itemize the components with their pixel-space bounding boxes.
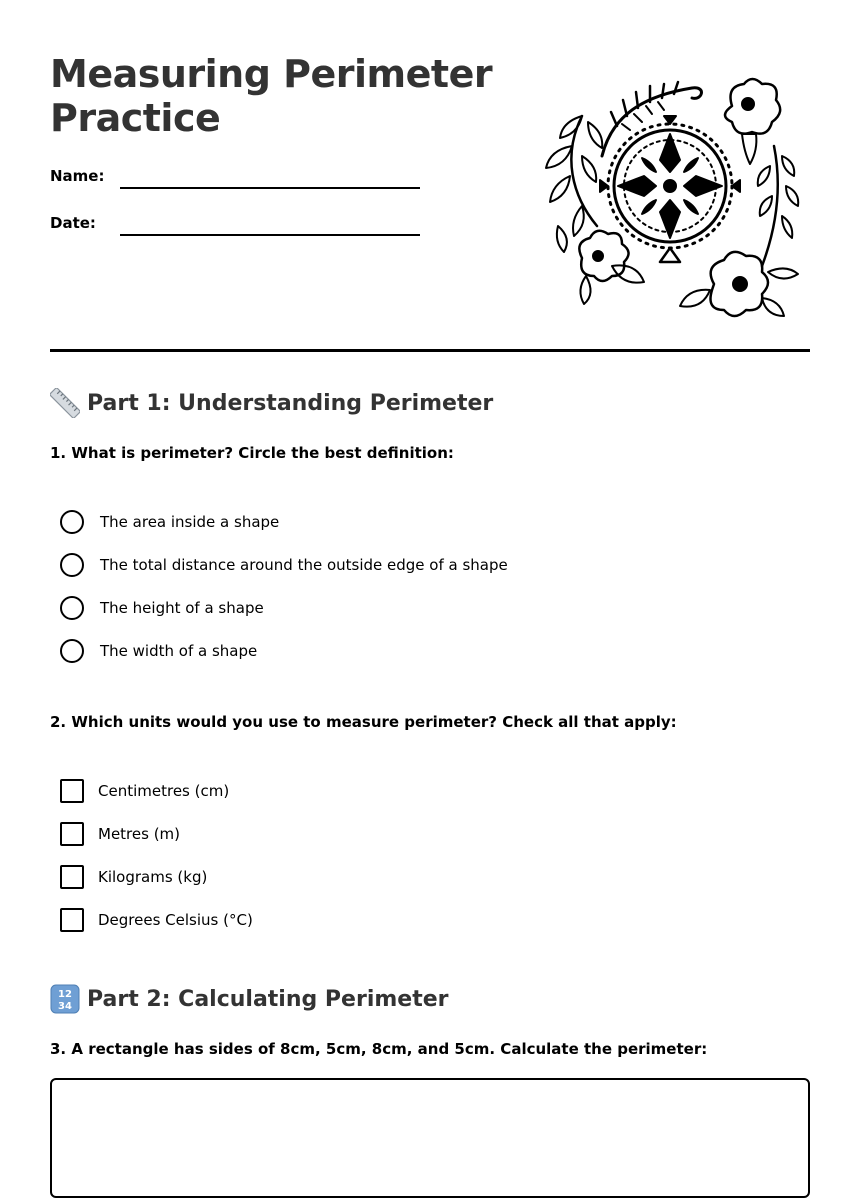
q1-option-4[interactable]: [60, 638, 257, 664]
page-title: [50, 52, 520, 140]
q1-option-2[interactable]: [60, 552, 508, 578]
q1-option-3[interactable]: [60, 595, 264, 621]
floral-mandala-illustration: [542, 76, 802, 326]
checkbox[interactable]: [60, 908, 84, 932]
checkbox[interactable]: [60, 779, 84, 803]
radio-circle[interactable]: [60, 553, 84, 577]
date-field[interactable]: [50, 206, 420, 236]
header-divider: [50, 349, 810, 352]
option-label: Centimetres (cm): [98, 782, 230, 800]
option-label: Metres (m): [98, 825, 181, 843]
q2-option-1[interactable]: [60, 778, 229, 804]
answer-box-q3[interactable]: [50, 1078, 810, 1198]
part2-heading: [50, 983, 449, 1015]
radio-circle[interactable]: [60, 510, 84, 534]
numbers-1234-icon: [50, 984, 80, 1014]
part1-heading-text: Part 1: Understanding Perimeter: [87, 390, 494, 416]
question-2: 2. Which units would you use to measure perimeter? Check all that apply:: [50, 713, 677, 731]
q2-option-2[interactable]: [60, 821, 180, 847]
ruler-icon: [50, 388, 80, 418]
checkbox[interactable]: [60, 822, 84, 846]
part1-heading: [50, 387, 493, 419]
option-label: The height of a shape: [100, 599, 264, 617]
question-3: 3. A rectangle has sides of 8cm, 5cm, 8cm, and 5cm. Calculate the perimeter:: [50, 1040, 708, 1058]
svg-text:12: 12: [58, 989, 72, 1000]
name-field[interactable]: [50, 159, 420, 189]
option-label: The total distance around the outside edge of a shape: [100, 556, 508, 574]
q2-option-3[interactable]: [60, 864, 207, 890]
q2-option-4[interactable]: [60, 907, 253, 933]
name-line[interactable]: [120, 187, 420, 189]
name-label: Name:: [50, 167, 105, 185]
date-line[interactable]: [120, 234, 420, 236]
q1-option-1[interactable]: [60, 509, 279, 535]
svg-text:34: 34: [58, 1001, 72, 1012]
title-line-1: Measuring Perimeter: [50, 52, 493, 96]
checkbox[interactable]: [60, 865, 84, 889]
option-label: Kilograms (kg): [98, 868, 208, 886]
date-label: Date:: [50, 214, 96, 232]
worksheet-page: [50, 0, 810, 1058]
radio-circle[interactable]: [60, 639, 84, 663]
part2-heading-text: Part 2: Calculating Perimeter: [87, 986, 449, 1012]
radio-circle[interactable]: [60, 596, 84, 620]
option-label: The width of a shape: [100, 642, 258, 660]
question-1: 1. What is perimeter? Circle the best definition:: [50, 444, 454, 462]
option-label: Degrees Celsius (°C): [98, 911, 253, 929]
title-line-2: Practice: [50, 96, 221, 140]
worksheet-header: [50, 0, 810, 352]
option-label: The area inside a shape: [100, 513, 280, 531]
